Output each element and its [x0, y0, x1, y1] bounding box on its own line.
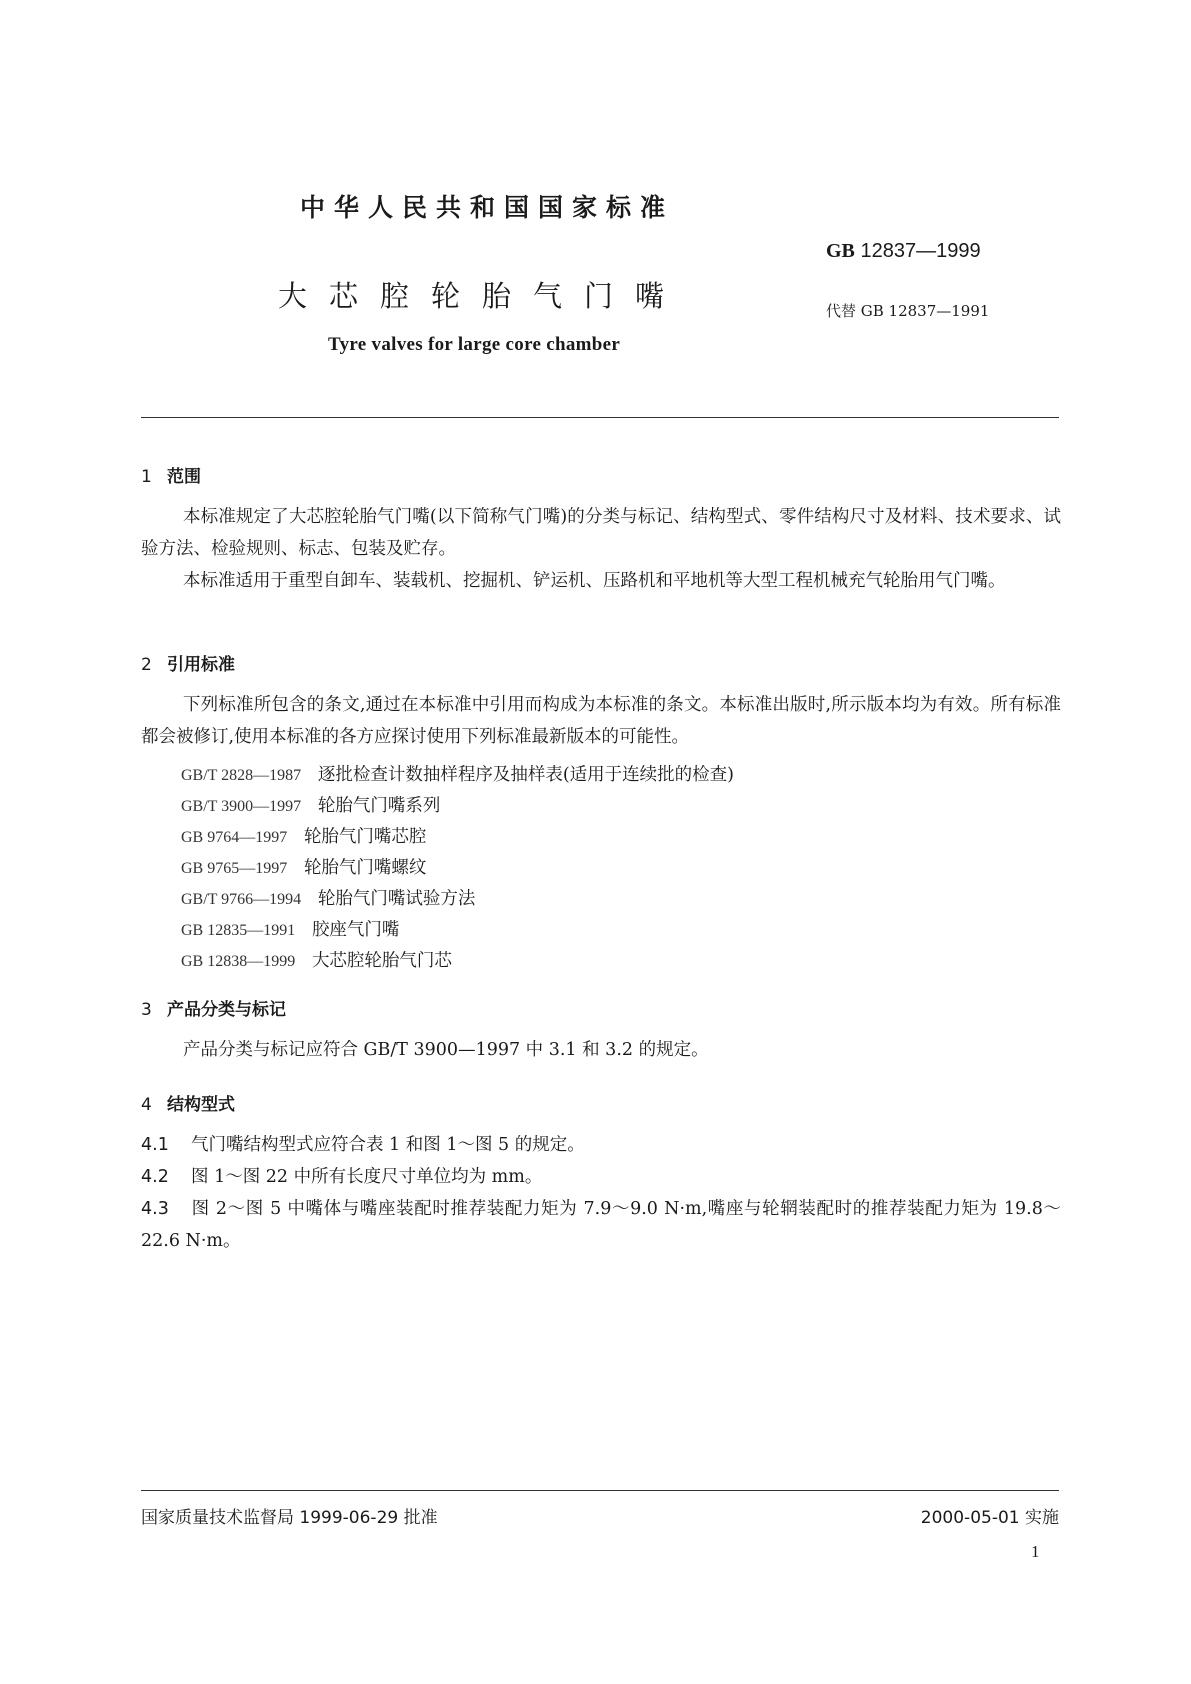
section-3-heading [141, 995, 286, 1020]
section-1-heading [141, 462, 201, 487]
reference-item [181, 792, 440, 817]
reference-name: 大芯腔轮胎气门芯 [311, 951, 452, 971]
clause-number: 4.1 [141, 1135, 169, 1155]
reference-code: GB 12838—1999 [181, 953, 296, 970]
clause-4-1 [141, 1129, 1061, 1161]
reference-name: 胶座气门嘴 [311, 920, 400, 940]
reference-name: 轮胎气门嘴螺纹 [303, 858, 427, 878]
code-prefix: GB [826, 240, 855, 262]
section-1-paragraph: 本标准适用于重型自卸车、装载机、挖掘机、铲运机、压路机和平地机等大型工程机械充气轮胎用气门嘴。 [183, 571, 1006, 591]
clause-text: 图 2～图 5 中嘴体与嘴座装配时推荐装配力矩为 7.9～9.0 N·m,嘴座与轮辋装配时的推荐装配力矩为 19.8～22.6 N·m。 [141, 1199, 1061, 1251]
header-divider [141, 417, 1059, 418]
clause-4-3 [141, 1193, 1061, 1257]
section-title: 范围 [167, 467, 201, 487]
section-number: 1 [141, 467, 152, 487]
section-1-paragraph: 本标准规定了大芯腔轮胎气门嘴(以下简称气门嘴)的分类与标记、结构型式、零件结构尺寸及材料、技术要求、试验方法、检验规则、标志、包装及贮存。 [141, 507, 1061, 559]
english-title: Tyre valves for large core chamber [328, 334, 621, 355]
reference-code: GB/T 9766—1994 [181, 891, 302, 908]
clause-number: 4.3 [141, 1199, 169, 1219]
reference-code: GB/T 2828—1987 [181, 767, 302, 784]
standard-code [826, 240, 981, 263]
reference-code: GB 12835—1991 [181, 922, 296, 939]
section-title: 产品分类与标记 [167, 1000, 286, 1020]
reference-name: 轮胎气门嘴芯腔 [303, 827, 427, 847]
document-title: 大芯腔轮胎气门嘴 [278, 279, 687, 313]
reference-code: GB 9764—1997 [181, 829, 288, 846]
reference-name: 逐批检查计数抽样程序及抽样表(适用于连续批的检查) [317, 765, 735, 785]
section-2-heading [141, 650, 235, 675]
reference-item [181, 761, 734, 786]
section-number: 2 [141, 655, 152, 675]
country-standard-title: 中华人民共和国国家标准 [300, 193, 675, 222]
clause-text: 图 1～图 22 中所有长度尺寸单位均为 mm。 [191, 1167, 543, 1187]
approval-note: 国家质量技术监督局 1999-06-29 批准 [141, 1508, 438, 1528]
reference-code: GB/T 3900—1997 [181, 798, 302, 815]
page-number: 1 [1031, 1542, 1040, 1561]
section-number: 4 [141, 1095, 152, 1115]
reference-item [181, 916, 399, 941]
section-number: 3 [141, 1000, 152, 1020]
clause-number: 4.2 [141, 1167, 169, 1187]
reference-item [181, 947, 452, 972]
reference-code: GB 9765—1997 [181, 860, 288, 877]
footer-divider [141, 1490, 1059, 1491]
clause-text: 气门嘴结构型式应符合表 1 和图 1～图 5 的规定。 [191, 1135, 585, 1155]
code-number: 12837—1999 [860, 240, 981, 262]
effective-date: 2000-05-01 实施 [920, 1508, 1059, 1528]
reference-name: 轮胎气门嘴试验方法 [317, 889, 476, 909]
clause-4-2 [141, 1161, 1061, 1193]
section-4-heading [141, 1090, 235, 1115]
section-title: 结构型式 [167, 1095, 235, 1115]
replaces-note: 代替 GB 12837—1991 [826, 302, 990, 320]
reference-item [181, 823, 426, 848]
section-2-paragraph: 下列标准所包含的条文,通过在本标准中引用而构成为本标准的条文。本标准出版时,所示版本均为有效。所有标准都会被修订,使用本标准的各方应探讨使用下列标准最新版本的可能性。 [141, 695, 1061, 747]
section-3-paragraph: 产品分类与标记应符合 GB/T 3900—1997 中 3.1 和 3.2 的规定。 [183, 1040, 709, 1060]
section-title: 引用标准 [167, 655, 235, 675]
reference-item [181, 854, 426, 879]
reference-name: 轮胎气门嘴系列 [317, 796, 441, 816]
reference-item [181, 885, 475, 910]
